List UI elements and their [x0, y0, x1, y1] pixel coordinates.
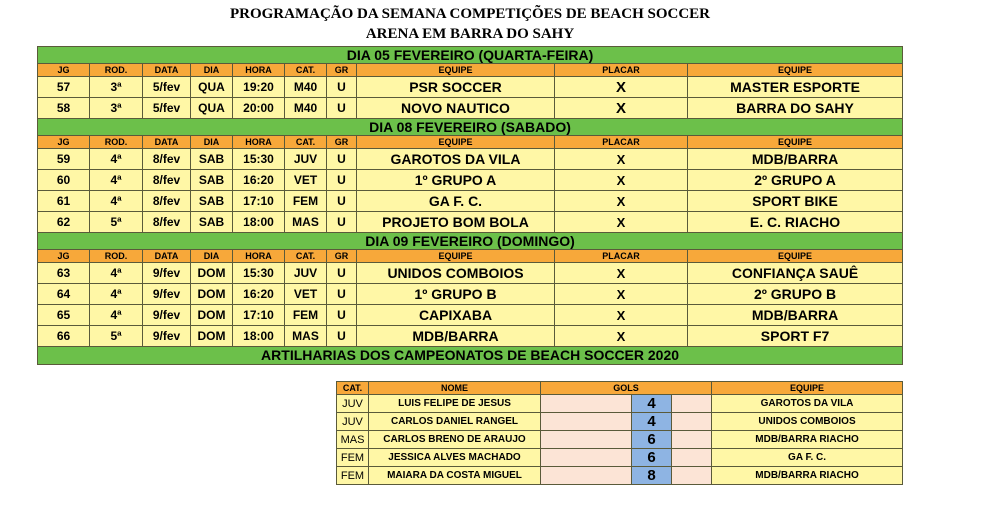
header-rod: ROD. [90, 64, 143, 77]
game-group: U [327, 284, 357, 305]
day-header [38, 47, 903, 64]
header-dia: DIA [191, 250, 233, 263]
home-team: NOVO NAUTICO [357, 98, 555, 119]
game-category: VET [285, 170, 327, 191]
game-score: X [555, 77, 688, 98]
game-round: 4ª [90, 191, 143, 212]
game-time: 17:10 [233, 305, 285, 326]
game-date: 8/fev [143, 149, 191, 170]
game-number: 63 [38, 263, 90, 284]
game-round: 5ª [90, 326, 143, 347]
game-row [38, 212, 903, 233]
gols-spacer-right [672, 431, 712, 449]
scorer-name: JESSICA ALVES MACHADO [369, 449, 541, 467]
game-category: JUV [285, 149, 327, 170]
scorer-team: GAROTOS DA VILA [712, 395, 903, 413]
game-group: U [327, 77, 357, 98]
game-date: 8/fev [143, 170, 191, 191]
scorer-goals: 4 [632, 413, 672, 431]
game-weekday: QUA [191, 77, 233, 98]
game-group: U [327, 305, 357, 326]
game-row [38, 263, 903, 284]
game-category: FEM [285, 305, 327, 326]
game-category: JUV [285, 263, 327, 284]
home-team: 1º GRUPO A [357, 170, 555, 191]
game-group: U [327, 98, 357, 119]
header-equipe: EQUIPE [688, 136, 903, 149]
game-row [38, 326, 903, 347]
game-number: 61 [38, 191, 90, 212]
game-score: X [555, 98, 688, 119]
game-round: 3ª [90, 98, 143, 119]
game-date: 9/fev [143, 263, 191, 284]
game-group: U [327, 149, 357, 170]
game-time: 15:30 [233, 149, 285, 170]
game-weekday: SAB [191, 212, 233, 233]
game-category: FEM [285, 191, 327, 212]
game-weekday: DOM [191, 326, 233, 347]
gols-spacer-right [672, 395, 712, 413]
header-jg: JG [38, 136, 90, 149]
header-gr: GR [327, 64, 357, 77]
header-rod: ROD. [90, 136, 143, 149]
game-group: U [327, 212, 357, 233]
scorer-row [337, 413, 903, 431]
game-date: 9/fev [143, 305, 191, 326]
scorer-name: CARLOS DANIEL RANGEL [369, 413, 541, 431]
game-weekday: SAB [191, 170, 233, 191]
header-jg: JG [38, 250, 90, 263]
day-title: DIA 05 FEVEREIRO (QUARTA-FEIRA) [38, 47, 903, 64]
home-team: MDB/BARRA [357, 326, 555, 347]
day-header [38, 233, 903, 250]
scorer-name: LUIS FELIPE DE JESUS [369, 395, 541, 413]
game-date: 9/fev [143, 284, 191, 305]
game-row [38, 305, 903, 326]
away-team: CONFIANÇA SAUÊ [688, 263, 903, 284]
scorers-title: ARTILHARIAS DOS CAMPEONATOS DE BEACH SOCCER 2020 [38, 347, 903, 365]
header-data: DATA [143, 136, 191, 149]
scorer-row [337, 467, 903, 485]
away-team: SPORT F7 [688, 326, 903, 347]
game-score: X [555, 212, 688, 233]
day-title: DIA 09 FEVEREIRO (DOMINGO) [38, 233, 903, 250]
gols-spacer-right [672, 449, 712, 467]
game-round: 5ª [90, 212, 143, 233]
header-placar: PLACAR [555, 136, 688, 149]
header-hora: HORA [233, 64, 285, 77]
game-time: 16:20 [233, 284, 285, 305]
game-time: 18:00 [233, 212, 285, 233]
schedule-table [37, 46, 903, 365]
game-score: X [555, 263, 688, 284]
game-number: 62 [38, 212, 90, 233]
gols-spacer-left [541, 413, 632, 431]
header-placar: PLACAR [555, 64, 688, 77]
column-header-row [38, 136, 903, 149]
game-time: 17:10 [233, 191, 285, 212]
gols-spacer-left [541, 449, 632, 467]
game-number: 60 [38, 170, 90, 191]
game-time: 20:00 [233, 98, 285, 119]
game-weekday: QUA [191, 98, 233, 119]
scorer-row [337, 431, 903, 449]
home-team: GAROTOS DA VILA [357, 149, 555, 170]
game-category: M40 [285, 98, 327, 119]
game-date: 9/fev [143, 326, 191, 347]
header-equipe: EQUIPE [688, 250, 903, 263]
gols-spacer-right [672, 467, 712, 485]
game-row [38, 170, 903, 191]
game-category: MAS [285, 212, 327, 233]
game-time: 15:30 [233, 263, 285, 284]
scorer-row [337, 449, 903, 467]
game-number: 66 [38, 326, 90, 347]
game-date: 8/fev [143, 191, 191, 212]
home-team: 1º GRUPO B [357, 284, 555, 305]
game-weekday: DOM [191, 284, 233, 305]
game-number: 57 [38, 77, 90, 98]
game-round: 4ª [90, 305, 143, 326]
game-weekday: SAB [191, 191, 233, 212]
header-cat: CAT. [285, 64, 327, 77]
gols-spacer-right [672, 413, 712, 431]
game-group: U [327, 326, 357, 347]
game-score: X [555, 305, 688, 326]
game-score: X [555, 326, 688, 347]
away-team: 2º GRUPO B [688, 284, 903, 305]
game-score: X [555, 191, 688, 212]
game-number: 64 [38, 284, 90, 305]
header-nome: NOME [369, 382, 541, 395]
header-gr: GR [327, 136, 357, 149]
scorers-section-header [38, 347, 903, 365]
header-cat: CAT. [285, 250, 327, 263]
scorer-team: UNIDOS COMBOIOS [712, 413, 903, 431]
column-header-row [38, 64, 903, 77]
scorer-category: FEM [337, 449, 369, 467]
header-equipe: EQUIPE [357, 136, 555, 149]
scorer-row [337, 395, 903, 413]
game-category: VET [285, 284, 327, 305]
header-equipe: EQUIPE [357, 64, 555, 77]
game-round: 4ª [90, 149, 143, 170]
game-time: 16:20 [233, 170, 285, 191]
game-round: 4ª [90, 263, 143, 284]
scorer-goals: 8 [632, 467, 672, 485]
game-time: 18:00 [233, 326, 285, 347]
scorer-name: CARLOS BRENO DE ARAUJO [369, 431, 541, 449]
gols-spacer-left [541, 431, 632, 449]
game-row [38, 284, 903, 305]
scorer-category: JUV [337, 413, 369, 431]
away-team: E. C. RIACHO [688, 212, 903, 233]
header-cat: CAT. [285, 136, 327, 149]
game-row [38, 191, 903, 212]
game-group: U [327, 170, 357, 191]
away-team: MDB/BARRA [688, 305, 903, 326]
scorer-goals: 6 [632, 449, 672, 467]
game-group: U [327, 263, 357, 284]
header-dia: DIA [191, 64, 233, 77]
gols-spacer-left [541, 395, 632, 413]
game-row [38, 149, 903, 170]
game-date: 5/fev [143, 77, 191, 98]
scorer-category: MAS [337, 431, 369, 449]
away-team: SPORT BIKE [688, 191, 903, 212]
header-data: DATA [143, 250, 191, 263]
game-date: 5/fev [143, 98, 191, 119]
game-weekday: DOM [191, 263, 233, 284]
home-team: UNIDOS COMBOIOS [357, 263, 555, 284]
game-category: M40 [285, 77, 327, 98]
game-score: X [555, 284, 688, 305]
header-hora: HORA [233, 136, 285, 149]
header-placar: PLACAR [555, 250, 688, 263]
header-equipe: EQUIPE [688, 64, 903, 77]
scorers-header-row [337, 382, 903, 395]
game-date: 8/fev [143, 212, 191, 233]
header-jg: JG [38, 64, 90, 77]
game-time: 19:20 [233, 77, 285, 98]
game-row [38, 77, 903, 98]
game-number: 59 [38, 149, 90, 170]
scorer-goals: 4 [632, 395, 672, 413]
header-equipe: EQUIPE [357, 250, 555, 263]
away-team: 2º GRUPO A [688, 170, 903, 191]
scorer-category: FEM [337, 467, 369, 485]
away-team: MASTER ESPORTE [688, 77, 903, 98]
scorer-goals: 6 [632, 431, 672, 449]
game-round: 4ª [90, 170, 143, 191]
header-data: DATA [143, 64, 191, 77]
scorer-team: MDB/BARRA RIACHO [712, 431, 903, 449]
header-cat: CAT. [337, 382, 369, 395]
header-hora: HORA [233, 250, 285, 263]
gols-spacer-left [541, 467, 632, 485]
day-title: DIA 08 FEVEREIRO (SABADO) [38, 119, 903, 136]
column-header-row [38, 250, 903, 263]
home-team: GA F. C. [357, 191, 555, 212]
game-score: X [555, 149, 688, 170]
game-group: U [327, 191, 357, 212]
page-title: PROGRAMAÇÃO DA SEMANA COMPETIÇÕES DE BEACH SOCCER [229, 6, 711, 22]
game-number: 58 [38, 98, 90, 119]
scorer-name: MAIARA DA COSTA MIGUEL [369, 467, 541, 485]
header-dia: DIA [191, 136, 233, 149]
game-category: MAS [285, 326, 327, 347]
header-rod: ROD. [90, 250, 143, 263]
away-team: MDB/BARRA [688, 149, 903, 170]
scorer-category: JUV [337, 395, 369, 413]
header-equipe: EQUIPE [712, 382, 903, 395]
game-weekday: DOM [191, 305, 233, 326]
day-header [38, 119, 903, 136]
game-number: 65 [38, 305, 90, 326]
game-weekday: SAB [191, 149, 233, 170]
away-team: BARRA DO SAHY [688, 98, 903, 119]
scorer-team: GA F. C. [712, 449, 903, 467]
home-team: PROJETO BOM BOLA [357, 212, 555, 233]
header-gols: GOLS [541, 382, 712, 395]
scorer-team: MDB/BARRA RIACHO [712, 467, 903, 485]
home-team: PSR SOCCER [357, 77, 555, 98]
header-gr: GR [327, 250, 357, 263]
page-subtitle: ARENA EM BARRA DO SAHY [365, 26, 575, 42]
game-score: X [555, 170, 688, 191]
home-team: CAPIXABA [357, 305, 555, 326]
game-round: 4ª [90, 284, 143, 305]
game-row [38, 98, 903, 119]
scorers-table [336, 381, 903, 485]
game-round: 3ª [90, 77, 143, 98]
